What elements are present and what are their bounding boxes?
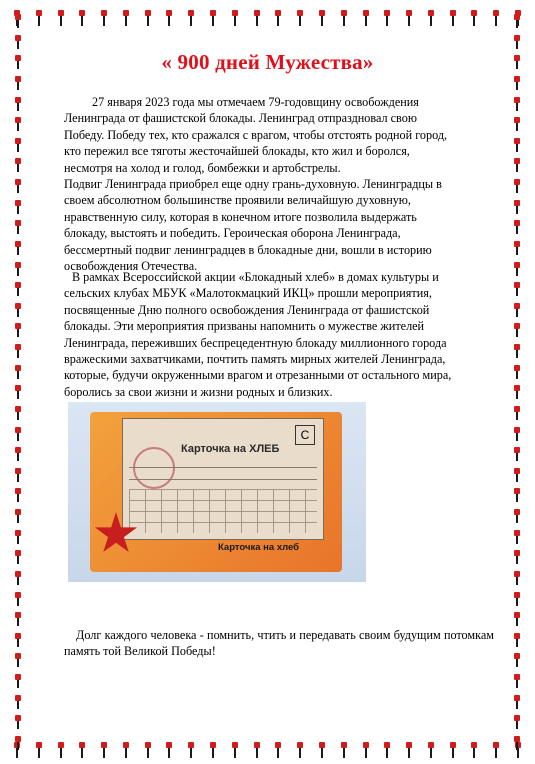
card-coupon-grid <box>129 489 317 533</box>
border-candle-icon <box>36 742 42 758</box>
image-caption: Карточка на хлеб <box>218 542 300 553</box>
border-candle-icon <box>15 447 21 461</box>
border-candle-icon <box>514 530 520 544</box>
border-candle-icon <box>15 550 21 564</box>
border-candle-icon <box>493 10 499 26</box>
border-candle-icon <box>514 14 520 28</box>
border-candle-icon <box>341 742 347 758</box>
border-candle-icon <box>384 10 390 26</box>
border-candle-icon <box>15 220 21 234</box>
border-candle-icon <box>166 10 172 26</box>
border-candle-icon <box>254 10 260 26</box>
paragraph-3: Долг каждого человека - помнить, чтить и передавать своим будущим потомкам память той Великой Победы! <box>64 628 494 659</box>
border-candle-icon <box>275 742 281 758</box>
page-title: « 900 дней Мужества» <box>161 50 374 74</box>
border-candle-icon <box>471 10 477 26</box>
border-candle-icon <box>58 742 64 758</box>
paragraph-2-line: В рамках Всероссийской акции «Блокадный хлеб» в домах культуры и <box>72 270 439 284</box>
border-candle-icon <box>15 509 21 523</box>
border-candle-icon <box>514 447 520 461</box>
border-candle-icon <box>15 715 21 729</box>
border-candle-icon <box>232 742 238 758</box>
border-candle-icon <box>297 10 303 26</box>
border-candle-icon <box>15 612 21 626</box>
border-candle-icon <box>514 592 520 606</box>
border-candle-icon <box>58 10 64 26</box>
border-candle-icon <box>210 10 216 26</box>
paragraph-1-line: Победу. Победу тех, кто сражался с врагом, чтобы отстоять родной город, <box>64 127 448 142</box>
border-candle-icon <box>15 488 21 502</box>
border-candle-icon <box>514 468 520 482</box>
border-candle-icon <box>514 158 520 172</box>
border-candle-icon <box>363 10 369 26</box>
border-candle-icon <box>514 715 520 729</box>
border-candle-icon <box>36 10 42 26</box>
paragraph-2-line: сельских клубах МБУК «Малотокмацкий ИКЦ» прошли мероприятия, <box>64 286 432 301</box>
border-candle-icon <box>514 612 520 626</box>
border-candle-icon <box>514 653 520 667</box>
border-candle-icon <box>514 97 520 111</box>
bread-card-image <box>68 402 366 582</box>
border-candle-icon <box>254 742 260 758</box>
border-candle-icon <box>514 695 520 709</box>
card-title: Карточка на ХЛЕБ <box>181 443 280 455</box>
border-candle-icon <box>123 742 129 758</box>
border-candle-icon <box>79 742 85 758</box>
border-candle-icon <box>15 530 21 544</box>
border-candle-icon <box>15 592 21 606</box>
border-candle-icon <box>15 179 21 193</box>
paragraph-1-line: Ленинграда от фашистской блокады. Ленинград отпраздновал свою <box>64 111 417 126</box>
paragraph-1-line: 27 января 2023 года мы отмечаем 79-годовщину освобождения <box>92 95 419 109</box>
border-candle-icon <box>15 138 21 152</box>
border-candle-icon <box>514 241 520 255</box>
border-candle-icon <box>319 10 325 26</box>
border-candle-icon <box>15 35 21 49</box>
border-candle-icon <box>363 742 369 758</box>
border-bottom <box>14 742 521 760</box>
paragraph-2-line: вражескими захватчиками, почтить память мирных жителей Ленинграда, <box>64 352 446 367</box>
border-candle-icon <box>406 10 412 26</box>
border-candle-icon <box>232 10 238 26</box>
border-candle-icon <box>514 262 520 276</box>
card-letter: С <box>295 425 315 445</box>
border-candle-icon <box>514 674 520 688</box>
paragraph-2-line: блокады. Эти мероприятия призваны напомнить о мужестве жителей <box>64 319 425 334</box>
border-candle-icon <box>406 742 412 758</box>
border-candle-icon <box>15 633 21 647</box>
border-candle-icon <box>145 10 151 26</box>
border-candle-icon <box>514 179 520 193</box>
border-candle-icon <box>514 427 520 441</box>
paragraph-1-line: блокаду, выстоять и победить. Героическая оборона Ленинграда, <box>64 226 401 241</box>
border-candle-icon <box>275 10 281 26</box>
border-candle-icon <box>15 468 21 482</box>
border-candle-icon <box>15 282 21 296</box>
border-candle-icon <box>428 742 434 758</box>
paragraph-2-line: Ленинграда, переживших беспрецедентную блокаду миллионного города <box>64 335 447 350</box>
border-candle-icon <box>79 10 85 26</box>
border-candle-icon <box>493 742 499 758</box>
border-candle-icon <box>514 138 520 152</box>
border-candle-icon <box>15 571 21 585</box>
paragraph-1-line: бессмертный подвиг ленинградцев в блокадные дни, вошли в историю <box>64 242 432 257</box>
border-candle-icon <box>166 742 172 758</box>
border-candle-icon <box>514 117 520 131</box>
stamp-icon <box>133 447 175 489</box>
border-candle-icon <box>15 303 21 317</box>
border-candle-icon <box>15 241 21 255</box>
border-candle-icon <box>428 10 434 26</box>
border-candle-icon <box>514 385 520 399</box>
border-candle-icon <box>514 550 520 564</box>
border-candle-icon <box>15 736 21 750</box>
border-candle-icon <box>188 742 194 758</box>
border-candle-icon <box>15 262 21 276</box>
border-candle-icon <box>450 10 456 26</box>
border-candle-icon <box>514 406 520 420</box>
border-candle-icon <box>514 282 520 296</box>
border-candle-icon <box>514 303 520 317</box>
border-candle-icon <box>15 323 21 337</box>
border-candle-icon <box>341 10 347 26</box>
border-candle-icon <box>15 14 21 28</box>
border-candle-icon <box>15 344 21 358</box>
border-candle-icon <box>15 97 21 111</box>
paragraph-1-line: освобождения Отечества. <box>64 259 198 274</box>
border-candle-icon <box>15 427 21 441</box>
border-candle-icon <box>123 10 129 26</box>
border-candle-icon <box>188 10 194 26</box>
border-candle-icon <box>384 742 390 758</box>
border-candle-icon <box>450 742 456 758</box>
paragraph-1-line: Подвиг Ленинграда приобрел еще одну грань-духовную. Ленинградцы в <box>64 177 442 192</box>
border-candle-icon <box>514 736 520 750</box>
border-candle-icon <box>15 653 21 667</box>
border-candle-icon <box>15 674 21 688</box>
paragraph-1-line: кто пережил все тяготы жесточайшей блокады, кто жил и боролся, <box>64 144 410 159</box>
border-candle-icon <box>101 742 107 758</box>
border-candle-icon <box>514 76 520 90</box>
paragraph-1 <box>64 94 494 274</box>
border-candle-icon <box>15 158 21 172</box>
border-candle-icon <box>15 365 21 379</box>
border-candle-icon <box>514 200 520 214</box>
paragraph-2-line: боролись за свои жизни и жизни родных и близких. <box>64 384 333 399</box>
border-right <box>511 14 523 750</box>
paragraph-1-line: нравственную силу, которая в конечном итоге позволила выдержать <box>64 209 417 224</box>
border-top <box>14 10 521 28</box>
border-candle-icon <box>514 633 520 647</box>
paragraph-2-line: которые, будучи окруженными врагом и отрезанными от остального мира, <box>64 368 452 383</box>
paragraph-2 <box>64 269 494 400</box>
card-divider <box>129 467 317 468</box>
border-candle-icon <box>471 742 477 758</box>
border-candle-icon <box>514 365 520 379</box>
border-candle-icon <box>210 742 216 758</box>
border-candle-icon <box>15 117 21 131</box>
paragraph-1-line: своем абсолютном большинстве проявили величайшую духовную, <box>64 193 411 208</box>
border-candle-icon <box>319 742 325 758</box>
border-candle-icon <box>15 200 21 214</box>
border-candle-icon <box>145 742 151 758</box>
border-candle-icon <box>514 488 520 502</box>
border-candle-icon <box>514 323 520 337</box>
border-candle-icon <box>514 509 520 523</box>
ration-card <box>122 418 324 540</box>
border-candle-icon <box>15 385 21 399</box>
border-candle-icon <box>101 10 107 26</box>
paragraph-1-line: несмотря на холод и голод, бомбежки и артобстрелы. <box>64 160 341 175</box>
border-candle-icon <box>514 344 520 358</box>
border-candle-icon <box>514 220 520 234</box>
border-candle-icon <box>15 406 21 420</box>
border-candle-icon <box>297 742 303 758</box>
border-left <box>12 14 24 750</box>
border-candle-icon <box>15 695 21 709</box>
border-candle-icon <box>514 571 520 585</box>
card-divider <box>129 479 317 480</box>
paragraph-2-line: посвященные Дню полного освобождения Ленинграда от фашистской <box>64 302 430 317</box>
border-candle-icon <box>15 76 21 90</box>
border-candle-icon <box>514 35 520 49</box>
